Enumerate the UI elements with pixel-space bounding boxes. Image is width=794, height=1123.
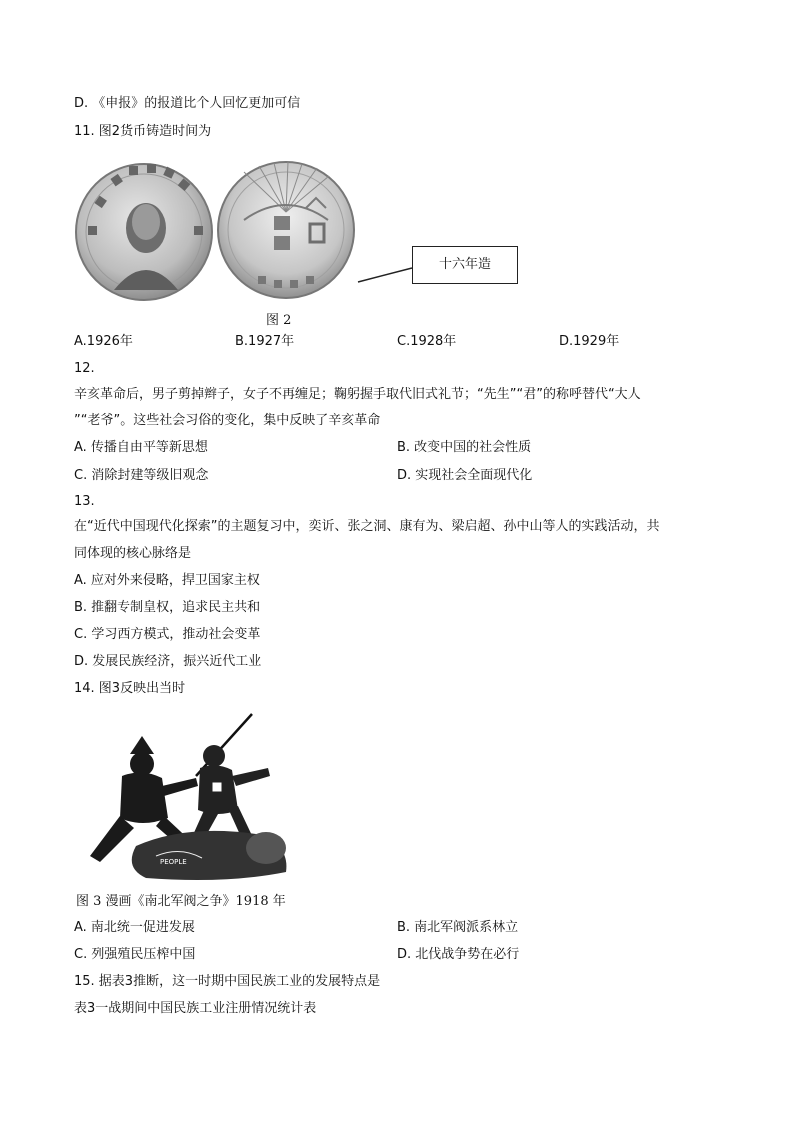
q11-option-d: D.1929年 — [559, 334, 620, 349]
q13-option-b: B. 推翻专制皇权，追求民主共和 — [74, 600, 261, 615]
q12-number: 12. — [74, 361, 95, 376]
q13-option-d: D. 发展民族经济，振兴近代工业 — [74, 654, 262, 669]
q11-option-b: B.1927年 — [235, 334, 295, 349]
cartoon-image — [76, 706, 302, 886]
pointer-line — [358, 268, 412, 282]
q12-option-c: C. 消除封建等级旧观念 — [74, 468, 209, 483]
q12-option-b: B. 改变中国的社会性质 — [397, 440, 532, 455]
q11-option-c: C.1928年 — [397, 334, 457, 349]
q12-option-a: A. 传播自由平等新思想 — [74, 440, 208, 455]
coin-obverse — [76, 164, 212, 300]
q14-option-a: A. 南北统一促进发展 — [74, 920, 195, 935]
q12-stem-line1: 辛亥革命后，男子剪掉辫子，女子不再缠足；鞠躬握手取代旧式礼节；“先生”“君”的称呼替代“大人 — [74, 387, 641, 402]
figure-3-caption: 图 3 漫画《南北军阀之争》1918 年 — [76, 894, 286, 909]
q14-option-b: B. 南北军阀派系林立 — [397, 920, 519, 935]
q13-option-c: C. 学习西方模式，推动社会变革 — [74, 627, 261, 642]
q13-number: 13. — [74, 494, 95, 509]
q14-option-d: D. 北伐战争势在必行 — [397, 947, 520, 962]
q13-option-a: A. 应对外来侵略，捍卫国家主权 — [74, 573, 260, 588]
table-3-title: 表3一战期间中国民族工业注册情况统计表 — [74, 1001, 317, 1016]
coins-image — [74, 150, 526, 328]
q14-stem: 14. 图3反映出当时 — [74, 681, 186, 696]
figure-2-label-box: 十六年造 — [412, 246, 518, 284]
q10-option-d: D. 《申报》的报道比个人回忆更加可信 — [74, 96, 301, 111]
q11-option-a: A.1926年 — [74, 334, 133, 349]
figure-2-caption: 图 2 — [266, 313, 292, 328]
q15-stem: 15. 据表3推断，这一时期中国民族工业的发展特点是 — [74, 974, 381, 989]
coin-reverse — [218, 162, 354, 298]
q12-stem-line2: ”“老爷”。这些社会习俗的变化，集中反映了辛亥革命 — [74, 413, 381, 428]
q13-stem-line1: 在“近代中国现代化探索”的主题复习中，奕䜣、张之洞、康有为、梁启超、孙中山等人的实践活动，共 — [74, 519, 660, 534]
q11-stem: 11. 图2货币铸造时间为 — [74, 124, 212, 139]
q12-option-d: D. 实现社会全面现代化 — [397, 468, 533, 483]
q14-option-c: C. 列强殖民压榨中国 — [74, 947, 196, 962]
q13-stem-line2: 同体现的核心脉络是 — [74, 546, 192, 561]
cartoon-people-label: PEOPLE — [160, 858, 187, 866]
figure-2-coins — [74, 150, 526, 328]
figure-3-cartoon — [76, 706, 302, 886]
